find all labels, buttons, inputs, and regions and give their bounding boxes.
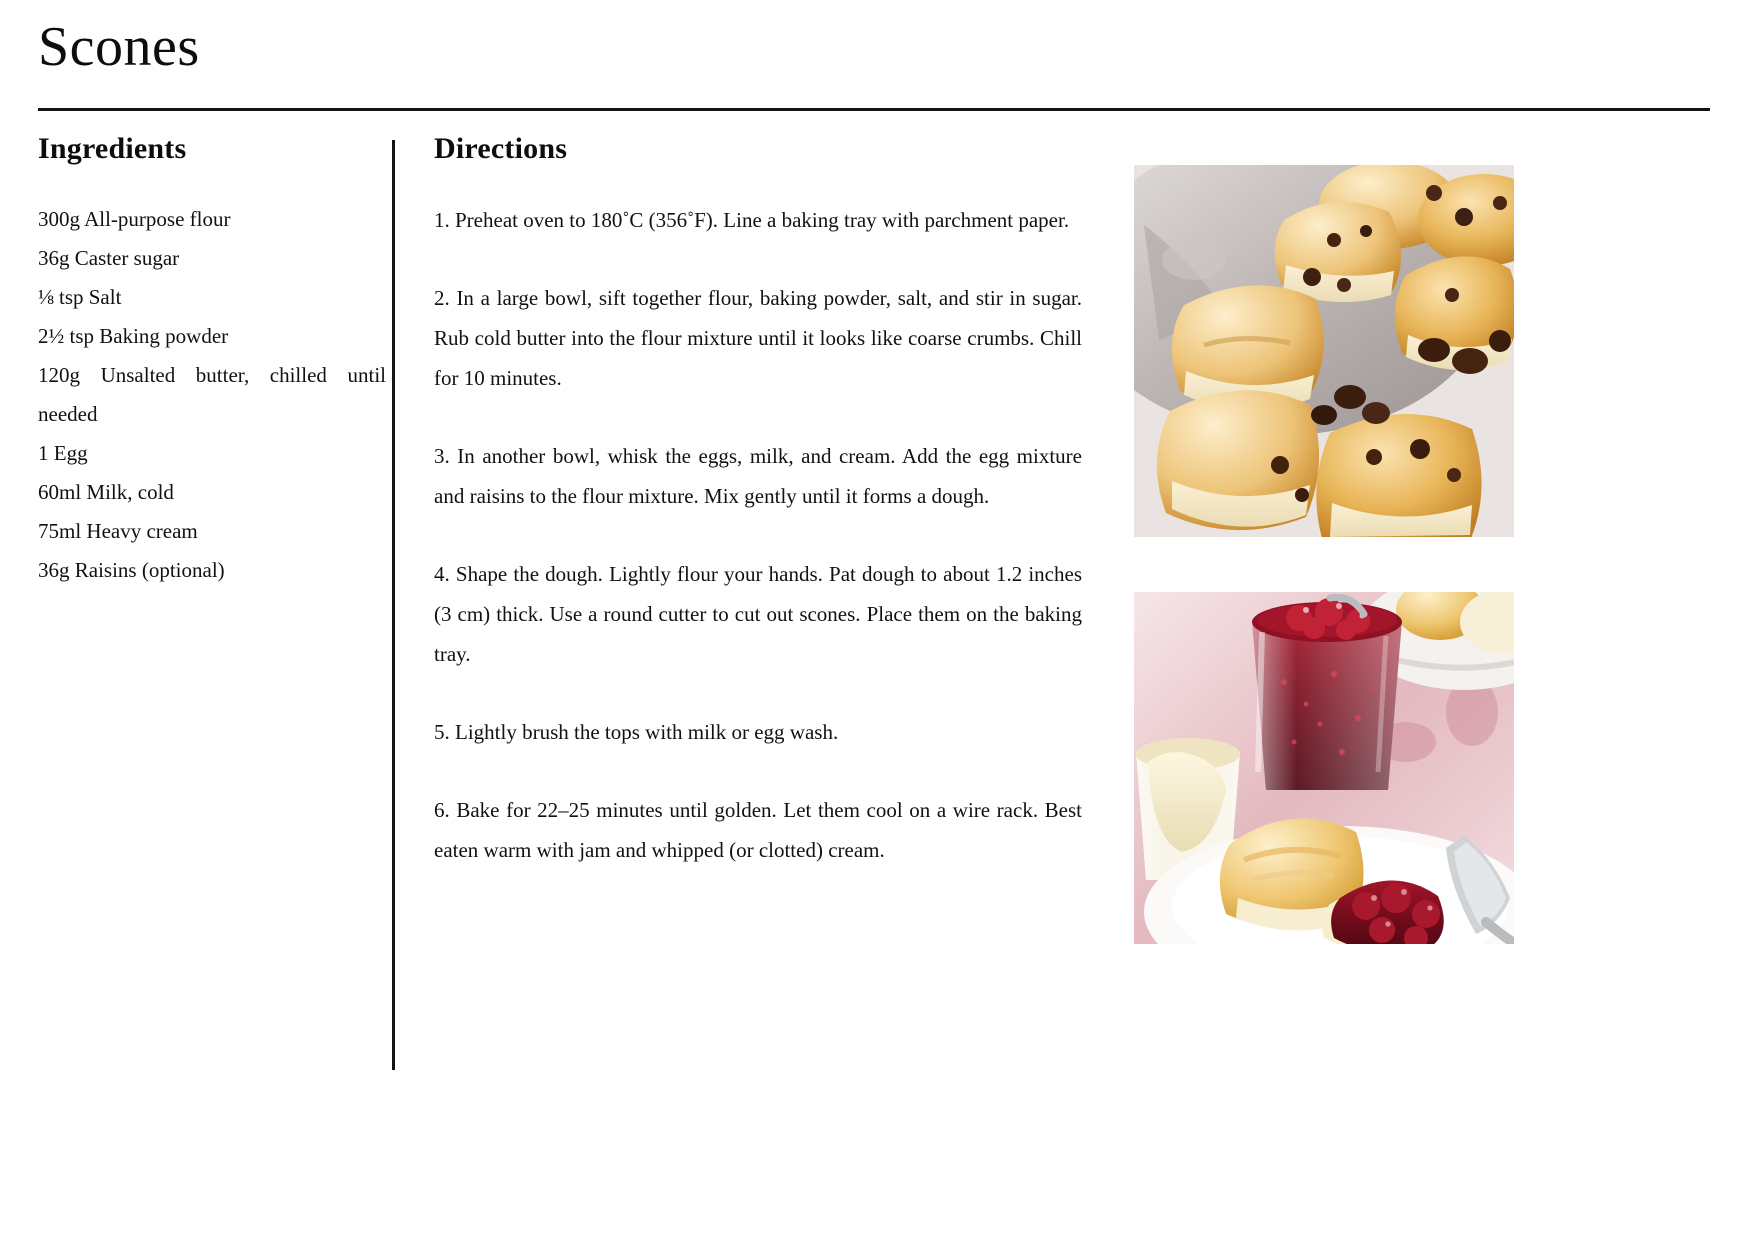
directions-heading: Directions [434,132,568,165]
ingredient-item: 75ml Heavy cream [38,519,198,543]
photo-chocolate-chip-scones [1134,165,1514,537]
direction-step: 5. Lightly brush the tops with milk or egg wash. [434,720,839,744]
ingredient-item: 36g Raisins (optional) [38,558,225,582]
direction-step: 2. In a large bowl, sift together flour, baking powder, salt, and stir in sugar. Rub cold butter into the flour mixture until it looks like coarse crumbs. Chill for 10 minutes. [434,286,1082,390]
ingredient-item: 300g All-purpose flour [38,207,231,231]
photo-scone-with-jam-and-cream [1134,592,1514,944]
page-title: Scones [38,16,200,78]
ingredients-heading: Ingredients [38,132,187,165]
ingredient-item: ⅛ tsp Salt [38,285,122,309]
direction-step: 1. Preheat oven to 180˚C (356˚F). Line a baking tray with parchment paper. [434,208,1070,232]
ingredient-item: 2½ tsp Baking powder [38,324,229,348]
title-divider [38,108,1710,111]
column-divider [392,140,395,1070]
ingredient-item: 1 Egg [38,441,88,465]
directions-steps [410,200,1082,870]
jam-cream-scone-illustration [1134,592,1514,944]
ingredients-column [38,132,386,590]
ingredient-item: 36g Caster sugar [38,246,180,270]
ingredient-item: 60ml Milk, cold [38,480,174,504]
direction-step: 4. Shape the dough. Lightly flour your hands. Pat dough to about 1.2 inches (3 cm) thick. Use a round cutter to cut out scones. Place them on the baking tray. [434,562,1082,666]
ingredients-list [38,200,386,590]
direction-step: 6. Bake for 22–25 minutes until golden. Let them cool on a wire rack. Best eaten warm with jam and whipped (or clotted) cream. [434,798,1082,862]
ingredient-item: 120g Unsalted butter, chilled until needed [38,363,386,426]
title-block [38,18,1710,77]
direction-step: 3. In another bowl, whisk the eggs, milk, and cream. Add the egg mixture and raisins to the flour mixture. Mix gently until it forms a dough. [434,444,1082,508]
scones-plate-illustration [1134,165,1514,537]
directions-column [410,132,1082,870]
